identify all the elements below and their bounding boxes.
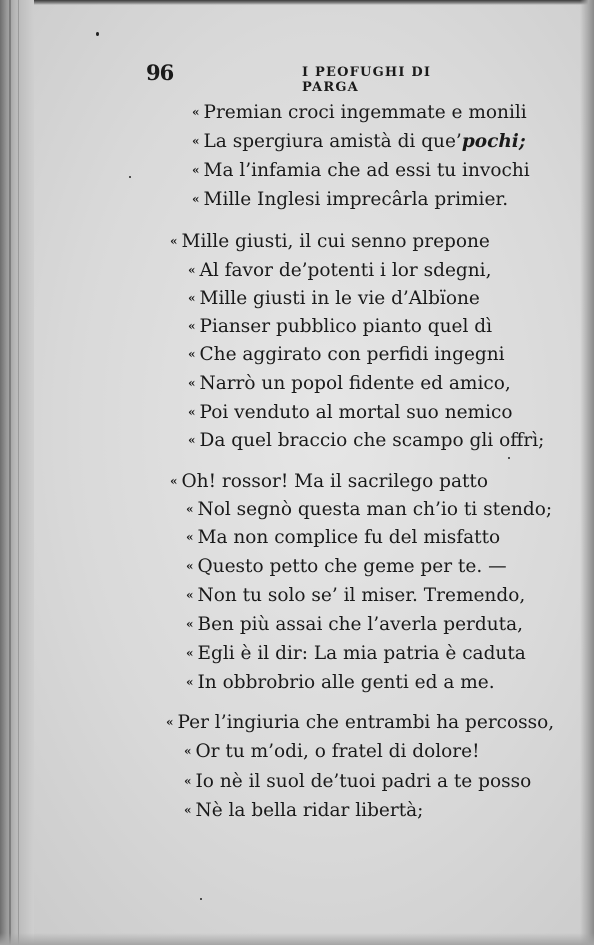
ink-speck — [96, 32, 99, 36]
verse-italic-word: pochi; — [461, 131, 526, 152]
quote-mark: « — [192, 105, 200, 119]
quote-mark: « — [186, 588, 194, 602]
verse-line — [184, 799, 423, 823]
verse-line — [186, 555, 507, 579]
verse-text: Ben più assai che l’averla perduta, — [197, 614, 523, 635]
ink-speck — [508, 457, 510, 459]
verse-line — [166, 711, 554, 735]
verse-line — [188, 429, 544, 453]
verse-line — [192, 130, 526, 154]
verse-text: In obbrobrio alle genti ed a me. — [197, 672, 495, 693]
quote-mark: « — [192, 134, 200, 148]
verse-line — [188, 315, 492, 339]
verse-line — [186, 584, 525, 608]
verse-text: Da quel braccio che scampo gli offrì; — [199, 430, 545, 451]
page-top-edge — [0, 0, 594, 5]
verse-text: Ma l’infamia che ad essi tu invochi — [203, 160, 530, 181]
verse-text: Nè la bella ridar libertà; — [195, 800, 424, 821]
running-title: I PEOFUGHI DI PARGA — [302, 65, 432, 95]
quote-mark: « — [166, 715, 174, 729]
verse-line — [186, 613, 523, 637]
verse-line — [184, 770, 531, 794]
verse-line — [188, 401, 513, 425]
quote-mark: « — [188, 319, 196, 333]
verse-text: Egli è il dir: La mia patria è caduta — [197, 643, 526, 664]
quote-mark: « — [186, 530, 194, 544]
verse-text: Per l’ingiuria che entrambi ha percosso, — [177, 712, 555, 733]
verse-line — [186, 498, 552, 522]
page-header — [146, 60, 486, 95]
verse-line — [188, 372, 511, 396]
verse-line — [192, 188, 508, 212]
quote-mark: « — [188, 263, 196, 277]
verse-text: Narrò un popol fidente ed amico, — [199, 373, 511, 394]
quote-mark: « — [188, 347, 196, 361]
quote-mark: « — [188, 291, 196, 305]
verse-text: Mille giusti in le vie d’Albïone — [199, 288, 480, 309]
ink-speck — [129, 176, 131, 178]
verse-line — [186, 671, 495, 695]
quote-mark: « — [188, 405, 196, 419]
verse-line — [192, 159, 530, 183]
ink-speck — [200, 898, 202, 900]
verse-line — [170, 470, 488, 494]
verse-text: Io nè il suol de’tuoi padri a te posso — [195, 771, 532, 792]
verse-text: Nol segnò questa man ch’io ti stendo; — [197, 499, 553, 520]
verse-text: Mille Inglesi imprecârla primier. — [203, 189, 509, 210]
verse-text: Mille giusti, il cui senno prepone — [181, 231, 490, 252]
quote-mark: « — [186, 675, 194, 689]
quote-mark: « — [186, 559, 194, 573]
verse-line — [192, 101, 527, 125]
verse-line — [186, 526, 500, 550]
verse-line — [170, 230, 490, 254]
page-number: 96 — [146, 60, 174, 85]
quote-mark: « — [186, 502, 194, 516]
verse-text: Questo petto che geme per te. — — [197, 556, 507, 577]
quote-mark: « — [192, 163, 200, 177]
verse-text: Ma non complice fu del misfatto — [197, 527, 501, 548]
verse-text: Al favor de’potenti i lor sdegni, — [199, 260, 492, 281]
quote-mark: « — [170, 234, 178, 248]
quote-mark: « — [186, 617, 194, 631]
verse-line — [184, 740, 480, 764]
verse-text: Che aggirato con perfidi ingegni — [199, 344, 505, 365]
verse-text: Premian croci ingemmate e monili — [203, 102, 527, 123]
verse-text: Pianser pubblico pianto quel dì — [199, 316, 493, 337]
quote-mark: « — [184, 744, 192, 758]
verse-line — [186, 642, 526, 666]
book-binding — [0, 0, 34, 945]
verse-line — [188, 343, 505, 367]
quote-mark: « — [188, 376, 196, 390]
quote-mark: « — [186, 646, 194, 660]
verse-line — [188, 259, 491, 283]
quote-mark: « — [184, 803, 192, 817]
verse-text: Oh! rossor! Ma il sacrilego patto — [181, 471, 488, 492]
verse-text: Poi venduto al mortal suo nemico — [199, 402, 513, 423]
page-bottom-edge — [0, 933, 594, 945]
verse-text: La spergiura amistà di que’ — [203, 131, 462, 152]
quote-mark: « — [170, 474, 178, 488]
page-right-edge — [580, 0, 594, 945]
verse-text: Or tu m’odi, o fratel di dolore! — [195, 741, 480, 762]
quote-mark: « — [184, 774, 192, 788]
verse-line — [188, 287, 480, 311]
verse-text: Non tu solo se’ il miser. Tremendo, — [197, 585, 526, 606]
quote-mark: « — [188, 433, 196, 447]
quote-mark: « — [192, 192, 200, 206]
